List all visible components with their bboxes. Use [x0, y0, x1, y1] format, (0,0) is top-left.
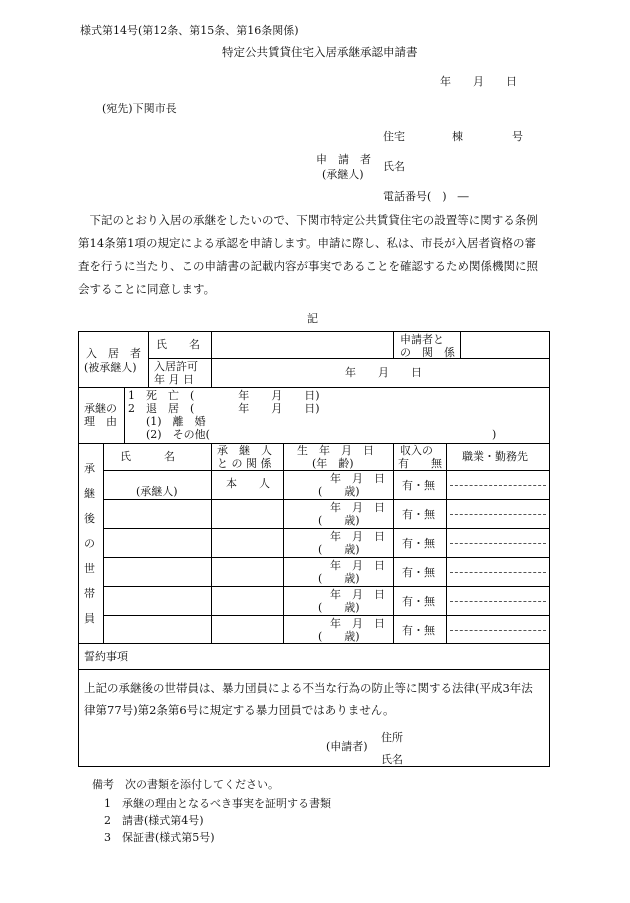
table-border	[283, 443, 284, 643]
birth-date: 年 月 日	[330, 530, 385, 543]
table-border	[78, 766, 550, 767]
age: ( 歳)	[318, 514, 360, 527]
column-birth-header: 生 年 月 日	[297, 444, 374, 457]
reason-other-close: )	[492, 428, 497, 441]
permit-date: 年 月 日	[345, 366, 422, 379]
applicant-role: 申 請 者	[316, 153, 371, 166]
statement-line: 下記のとおり入居の承継をしたいので、下関市特定公共賃貸住宅の設置等に関する条例	[78, 213, 538, 227]
income-choice: 有・無	[402, 479, 435, 492]
statement-line: 査を行うに当たり、この申請書の記載内容が事実であることを確認するため関係機関に照	[78, 259, 538, 273]
notes-item: 2 請書(様式第4号)	[104, 814, 204, 827]
permit-label-sub: 年 月 日	[154, 373, 194, 386]
table-border	[460, 331, 461, 358]
birth-date: 年 月 日	[330, 588, 385, 601]
column-job-header: 職業・勤務先	[462, 450, 528, 463]
column-income-header-sub: 有 無	[398, 457, 442, 470]
column-birth-header-sub: (年 齢)	[312, 457, 354, 470]
column-relation-header-sub: と の 関 係	[217, 457, 272, 470]
table-border	[103, 615, 550, 616]
age: ( 歳)	[318, 543, 360, 556]
birth-date: 年 月 日	[330, 472, 385, 485]
table-border	[393, 331, 394, 358]
resident-label: 入 居 者	[86, 347, 141, 360]
job-entry-line	[450, 630, 546, 631]
permit-label: 入居許可	[154, 360, 198, 373]
successor-relation: 本 人	[226, 477, 270, 490]
household-label-char: 継	[84, 487, 95, 500]
column-income-header: 収入の	[400, 444, 433, 457]
table-border	[446, 443, 447, 643]
room-unit: 号	[512, 130, 523, 143]
reason-label-sub: 理 由	[84, 415, 117, 428]
notes-item: 1 承継の理由となるべき事実を証明する書類	[104, 797, 331, 810]
application-statement	[78, 209, 558, 301]
statement-line: 第14条第1項の規定による承認を申請します。申請に際し、私は、市長が入居者資格の審	[78, 236, 537, 250]
job-entry-line	[450, 485, 546, 486]
table-border	[211, 443, 212, 643]
ki-label: 記	[307, 312, 318, 325]
job-entry-line	[450, 543, 546, 544]
table-border	[393, 443, 394, 643]
reason-move-out: 2 退 居 ( 年 月 日)	[128, 402, 320, 415]
household-label-char: 承	[84, 462, 95, 475]
reason-death: 1 死 亡 ( 年 月 日)	[128, 389, 320, 402]
table-border	[78, 643, 550, 644]
column-relation-header: 承 継 人	[217, 444, 272, 457]
applicant-name-label: 氏名	[383, 160, 405, 173]
birth-date: 年 月 日	[330, 501, 385, 514]
oath-name-label: 氏名	[381, 753, 403, 766]
reason-divorce: (1) 離 婚	[146, 415, 206, 428]
table-border	[211, 331, 212, 387]
table-border	[103, 586, 550, 587]
residence-label: 住宅	[383, 130, 405, 143]
table-border	[103, 443, 104, 643]
income-choice: 有・無	[402, 595, 435, 608]
relation-label: 申請者と	[400, 333, 444, 346]
job-entry-line	[450, 572, 546, 573]
oath-text: 上記の承継後の世帯員は、暴力団員による不当な行為の防止等に関する法律(平成3年法	[84, 681, 533, 695]
applicant-role-sub: (承継人)	[322, 168, 364, 181]
phone-label: 電話番号( ) ―	[383, 190, 469, 203]
resident-name-label: 氏 名	[156, 338, 200, 351]
table-border	[549, 331, 550, 767]
age: ( 歳)	[318, 630, 360, 643]
building-unit: 棟	[452, 130, 463, 143]
table-border	[78, 387, 550, 388]
table-border	[103, 557, 550, 558]
job-entry-line	[450, 601, 546, 602]
reason-label: 承継の	[84, 402, 117, 415]
income-choice: 有・無	[402, 566, 435, 579]
table-border	[103, 499, 550, 500]
income-choice: 有・無	[402, 624, 435, 637]
table-border	[103, 470, 550, 471]
table-border	[124, 387, 125, 443]
job-entry-line	[450, 514, 546, 515]
household-label-char: 帯	[84, 587, 95, 600]
oath-heading: 誓約事項	[84, 650, 128, 663]
household-label-char: の	[84, 537, 95, 550]
relation-label-sub: の 関 係	[400, 346, 455, 359]
table-border	[78, 331, 79, 767]
birth-date: 年 月 日	[330, 617, 385, 630]
income-choice: 有・無	[402, 508, 435, 521]
statement-line: 会することに同意します。	[78, 282, 216, 296]
household-label-char: 員	[84, 612, 95, 625]
application-date: 年 月 日	[440, 75, 517, 88]
age: ( 歳)	[318, 572, 360, 585]
addressee: (宛先)下関市長	[102, 102, 177, 115]
oath-address-label: 住所	[381, 731, 403, 744]
table-border	[148, 331, 149, 387]
age: ( 歳)	[318, 601, 360, 614]
notes-item: 3 保証書(様式第5号)	[104, 831, 215, 844]
age: ( 歳)	[318, 485, 360, 498]
table-border	[103, 528, 550, 529]
birth-date: 年 月 日	[330, 559, 385, 572]
oath-signer: (申請者)	[326, 740, 368, 753]
table-border	[78, 669, 550, 670]
household-label-char: 世	[84, 562, 95, 575]
resident-label-sub: (被承継人)	[84, 361, 137, 374]
table-border	[148, 358, 550, 359]
oath-text: 律第77号)第2条第6号に規定する暴力団員ではありません。	[84, 703, 395, 717]
income-choice: 有・無	[402, 537, 435, 550]
successor-name-label: (承継人)	[136, 485, 178, 498]
column-name-header: 氏 名	[120, 450, 175, 463]
form-title: 特定公共賃貸住宅入居承継承認申請書	[222, 45, 418, 59]
notes-heading: 備考 次の書類を添付してください。	[92, 778, 279, 791]
household-label-char: 後	[84, 512, 95, 525]
form-number: 様式第14号(第12条、第15条、第16条関係)	[80, 24, 299, 37]
reason-other: (2) その他(	[146, 428, 210, 441]
